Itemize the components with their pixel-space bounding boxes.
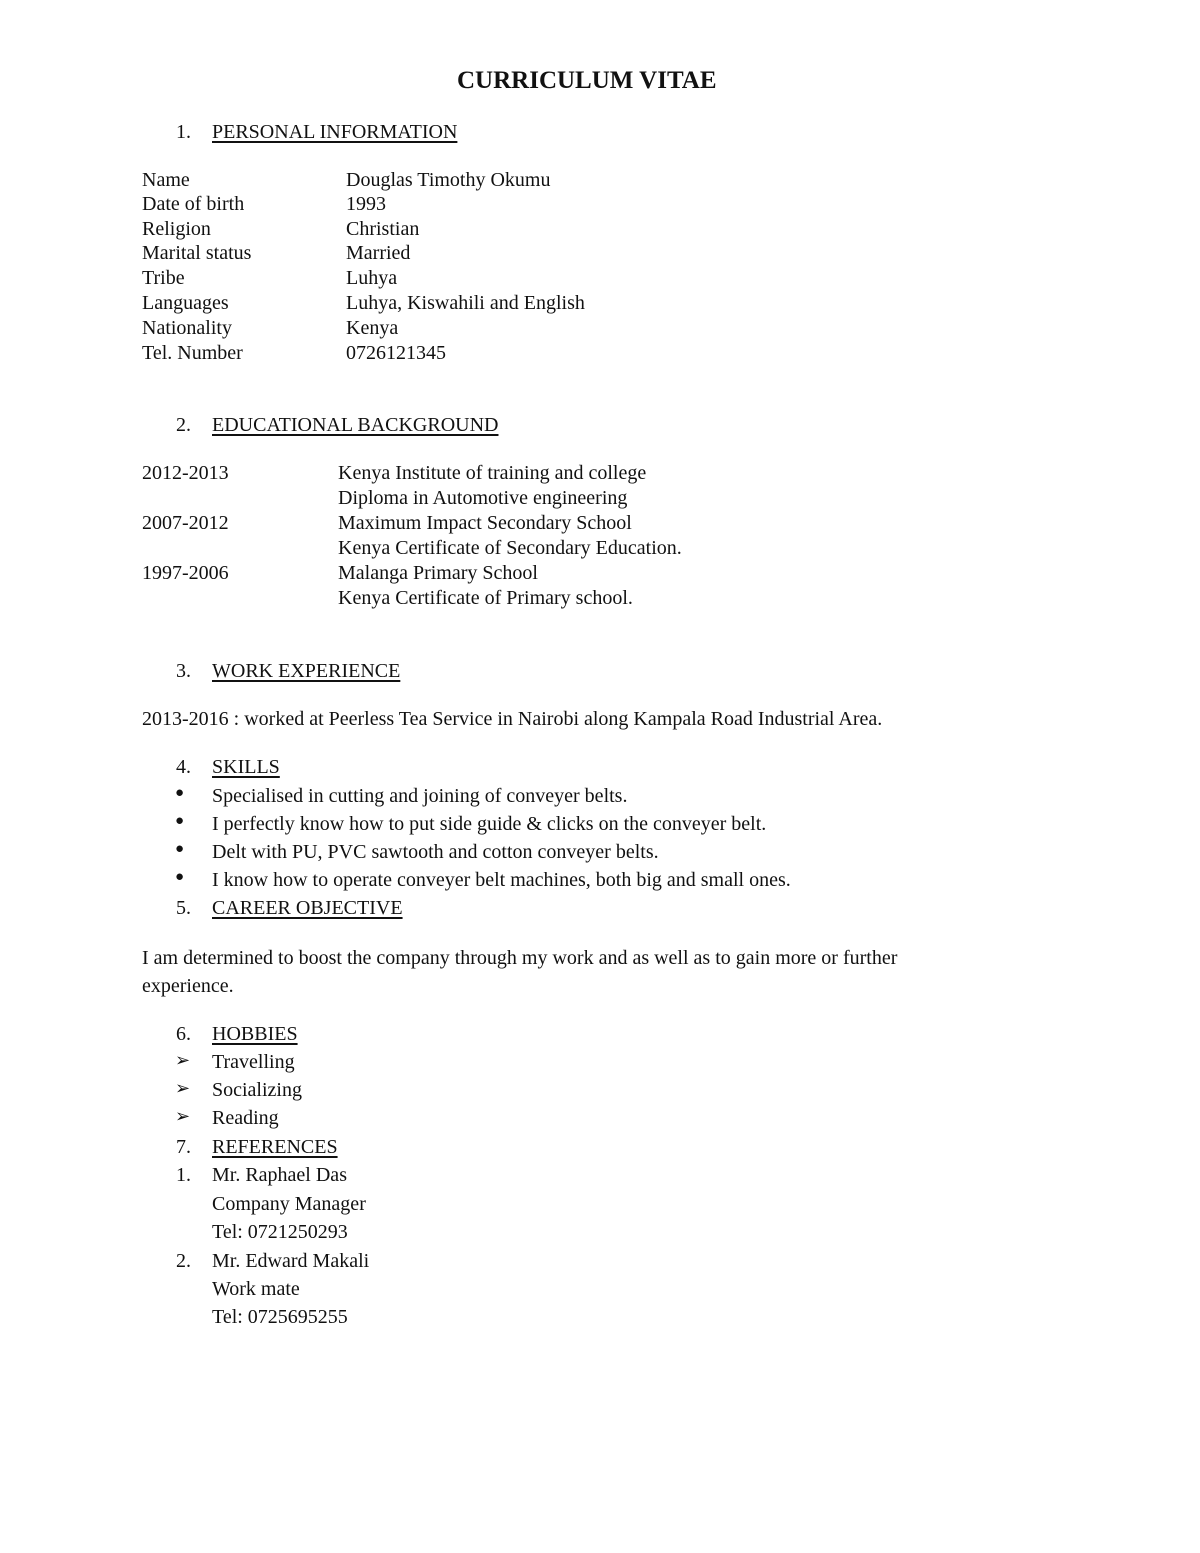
reference-tel: Tel: 0721250293 — [212, 1221, 348, 1243]
personal-label: Languages — [142, 292, 229, 314]
personal-label: Date of birth — [142, 193, 245, 215]
reference-name: Mr. Edward Makali — [212, 1250, 370, 1272]
skill-item: Specialised in cutting and joining of conveyer belts. — [212, 785, 628, 807]
section-heading-career: CAREER OBJECTIVE — [212, 897, 403, 919]
section-number-skills: 4. — [176, 756, 191, 778]
personal-label: Religion — [142, 218, 211, 240]
section-heading-hobbies: HOBBIES — [212, 1023, 298, 1045]
document-title: CURRICULUM VITAE — [457, 67, 717, 94]
section-number-career: 5. — [176, 897, 191, 919]
reference-number: 2. — [176, 1250, 191, 1272]
personal-label: Tel. Number — [142, 342, 243, 364]
personal-label: Nationality — [142, 317, 232, 339]
section-number-personal: 1. — [176, 121, 191, 143]
section-number-work: 3. — [176, 660, 191, 682]
skill-item: Delt with PU, PVC sawtooth and cotton conveyer belts. — [212, 841, 659, 863]
personal-value: Luhya, Kiswahili and English — [346, 292, 585, 314]
reference-role: Company Manager — [212, 1193, 366, 1215]
section-number-hobbies: 6. — [176, 1023, 191, 1045]
education-award: Diploma in Automotive engineering — [338, 487, 628, 509]
arrow-bullet-icon: ➢ — [175, 1078, 191, 1099]
section-number-references: 7. — [176, 1136, 191, 1158]
personal-value: Christian — [346, 218, 420, 240]
personal-value: 1993 — [346, 193, 386, 215]
section-heading-work: WORK EXPERIENCE — [212, 660, 401, 682]
section-heading-references: REFERENCES — [212, 1136, 338, 1158]
hobby-item: Reading — [212, 1107, 279, 1129]
education-school: Kenya Institute of training and college — [338, 462, 647, 484]
arrow-bullet-icon: ➢ — [175, 1106, 191, 1127]
personal-label: Name — [142, 169, 190, 191]
skill-item: I perfectly know how to put side guide & clicks on the conveyer belt. — [212, 813, 767, 835]
education-years: 2007-2012 — [142, 512, 229, 534]
education-years: 1997-2006 — [142, 562, 229, 584]
education-award: Kenya Certificate of Primary school. — [338, 587, 633, 609]
personal-value: Kenya — [346, 317, 399, 339]
section-heading-personal: PERSONAL INFORMATION — [212, 121, 458, 143]
arrow-bullet-icon: ➢ — [175, 1050, 191, 1071]
education-award: Kenya Certificate of Secondary Education. — [338, 537, 682, 559]
hobby-item: Travelling — [212, 1051, 295, 1073]
reference-number: 1. — [176, 1164, 191, 1186]
personal-label: Marital status — [142, 242, 252, 264]
reference-role: Work mate — [212, 1278, 300, 1300]
hobby-item: Socializing — [212, 1079, 302, 1101]
personal-value: Luhya — [346, 267, 398, 289]
personal-value: Married — [346, 242, 411, 264]
education-school: Maximum Impact Secondary School — [338, 512, 632, 534]
section-heading-education: EDUCATIONAL BACKGROUND — [212, 414, 499, 436]
personal-value: 0726121345 — [346, 342, 446, 364]
personal-label: Tribe — [142, 267, 185, 289]
career-objective-line: I am determined to boost the company through my work and as well as to gain more or further — [142, 947, 898, 969]
section-number-education: 2. — [176, 414, 191, 436]
education-years: 2012-2013 — [142, 462, 229, 484]
bullet-icon: ● — [175, 785, 185, 801]
education-school: Malanga Primary School — [338, 562, 538, 584]
work-experience-text: 2013-2016 : worked at Peerless Tea Service in Nairobi along Kampala Road Industrial Area. — [142, 708, 883, 730]
bullet-icon: ● — [175, 869, 185, 885]
bullet-icon: ● — [175, 841, 185, 857]
reference-name: Mr. Raphael Das — [212, 1164, 347, 1186]
career-objective-line: experience. — [142, 975, 234, 997]
skill-item: I know how to operate conveyer belt machines, both big and small ones. — [212, 869, 791, 891]
bullet-icon: ● — [175, 813, 185, 829]
personal-value: Douglas Timothy Okumu — [346, 169, 551, 191]
reference-tel: Tel: 0725695255 — [212, 1306, 348, 1328]
section-heading-skills: SKILLS — [212, 756, 280, 778]
